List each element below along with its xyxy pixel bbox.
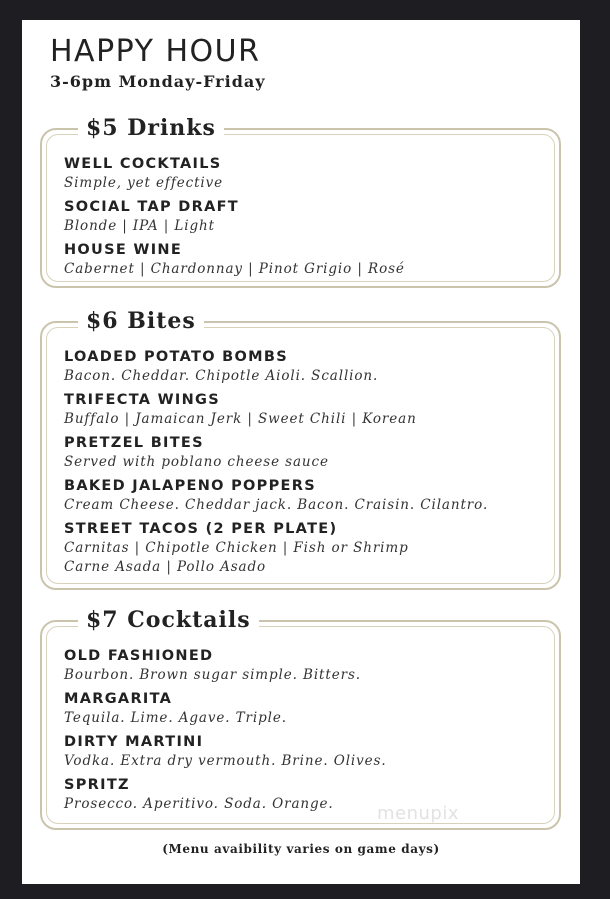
menu-item [64, 433, 549, 472]
item-description: Bourbon. Brown sugar simple. Bitters. [64, 667, 361, 683]
item-name: WELL COCKTAILS [64, 156, 222, 172]
item-description: Simple, yet effective [64, 175, 224, 191]
section-heading-drinks [78, 113, 224, 143]
item-name: PRETZEL BITES [64, 435, 204, 451]
item-name: BAKED JALAPENO POPPERS [64, 478, 316, 494]
section-heading-text: $7 Cocktails [86, 607, 251, 633]
item-description: Bacon. Cheddar. Chipotle Aioli. Scallion. [64, 368, 379, 384]
menu-item [64, 154, 549, 193]
item-name: DIRTY MARTINI [64, 734, 204, 750]
section-drinks [40, 115, 561, 288]
menu-hours: 3-6pm Monday-Friday [50, 72, 266, 91]
section-heading-bites [78, 306, 204, 336]
item-description: Cabernet | Chardonnay | Pinot Grigio | Rosé [64, 261, 405, 277]
menu-item [64, 347, 549, 386]
watermark: menupix [377, 803, 460, 824]
item-list [64, 154, 549, 283]
footer-note: (Menu avaibility varies on game days) [162, 842, 440, 856]
section-heading-text: $6 Bites [86, 308, 196, 334]
menu-item [64, 646, 549, 685]
item-description: Tequila. Lime. Agave. Triple. [64, 710, 287, 726]
item-name: MARGARITA [64, 691, 173, 707]
menu-item [64, 519, 549, 577]
section-heading-text: $5 Drinks [86, 115, 216, 141]
item-description: Served with poblano cheese sauce [64, 454, 329, 470]
item-name: SOCIAL TAP DRAFT [64, 199, 239, 215]
section-heading-cocktails [78, 605, 259, 635]
section-cocktails [40, 607, 561, 830]
item-name: OLD FASHIONED [64, 648, 214, 664]
menu-item [64, 775, 549, 814]
item-description: Blonde | IPA | Light [64, 218, 215, 234]
item-name: SPRITZ [64, 777, 130, 793]
item-name: STREET TACOS (2 PER PLATE) [64, 521, 338, 537]
item-list [64, 646, 549, 818]
item-description: Carnitas | Chipotle Chicken | Fish or Shrimp [64, 540, 409, 556]
item-description: Buffalo | Jamaican Jerk | Sweet Chili | Korean [64, 411, 417, 427]
item-description: Vodka. Extra dry vermouth. Brine. Olives. [64, 753, 387, 769]
item-description: Prosecco. Aperitivo. Soda. Orange. [64, 796, 334, 812]
menu-item [64, 476, 549, 515]
menu-item [64, 689, 549, 728]
item-description: Cream Cheese. Cheddar jack. Bacon. Craisin. Cilantro. [64, 497, 489, 513]
item-name: HOUSE WINE [64, 242, 183, 258]
menu-item [64, 390, 549, 429]
item-name: LOADED POTATO BOMBS [64, 349, 288, 365]
menu-item [64, 197, 549, 236]
section-bites [40, 308, 561, 590]
item-description: Carne Asada | Pollo Asado [64, 559, 267, 575]
menu-item [64, 240, 549, 279]
menu-item [64, 732, 549, 771]
item-name: TRIFECTA WINGS [64, 392, 221, 408]
menu-title: HAPPY HOUR [50, 34, 261, 69]
menu-page [22, 20, 580, 884]
item-list [64, 347, 549, 581]
